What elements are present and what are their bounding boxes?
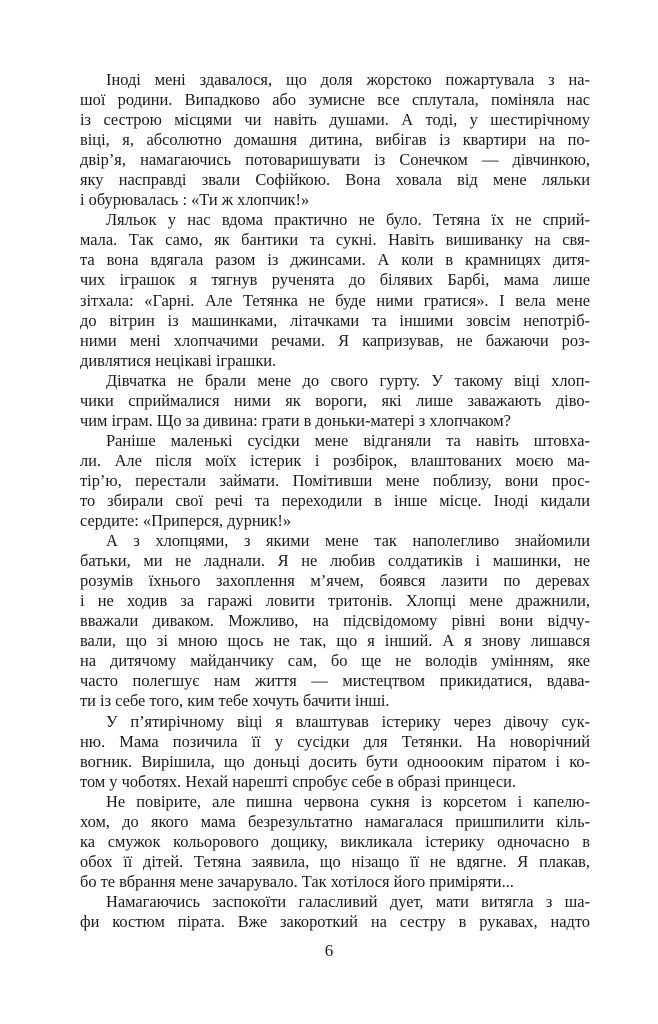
text-line: вали, що зі мною щось не так, що я інший. А я знову лишався [80,631,590,651]
text-line: ли. Але після моїх істерик і розбірок, влаштованих моєю ма- [80,450,590,470]
paragraph [80,792,590,892]
text-line: на дитячому майданчику сам, бо ще не володів умінням, яке [80,651,590,671]
text-line: часто полегшує нам життя — мистецтвом прикидатися, вдава- [80,671,590,691]
paragraph [80,431,590,531]
text-line: тір’ю, перестали займати. Помітивши мене поблизу, вони прос- [80,470,590,490]
text-line: батьки, ми не ладнали. Я не любив солдатиків і машинки, не [80,551,590,571]
text-line: Дівчатка не брали мене до свого гурту. У такому віці хлоп- [106,370,590,390]
text-line: і обурювалась : «Ти ж хлопчик!» [80,190,310,210]
paragraph [80,712,590,792]
text-line: зітхала: «Гарні. Але Тетянка не буде ними гратися». І вела мене [80,290,590,310]
paragraph [80,371,590,431]
text-line: віці, я, абсолютно домашня дитина, вибігав із квартири на по- [80,130,590,150]
text-line: двір’я, намагаючись потоваришувати із Сонечком — дівчинкою, [80,150,590,170]
text-line: дивлятися нецікаві іграшки. [80,350,277,370]
text-line: Раніше маленькі сусідки мене відганяли та навіть штовха- [106,430,590,450]
text-line: ними мені хлопчачими речами. Я капризував, не бажаючи роз- [80,330,590,350]
text-line: та вона вдягала разом із джинсами. А коли в крамницях дитя- [80,250,590,270]
text-line: вважали диваком. Можливо, на підсвідомому рівні вони відчу- [80,611,590,631]
text-line: шої родини. Випадково або зумисне все сплутала, поміняла нас [80,90,590,110]
text-line: хом, до якого мама безрезультатно намагалася пришпилити кіль- [80,811,590,831]
text-line: Намагаючись заспокоїти галасливий дует, мати витягла з ша- [106,891,590,911]
paragraph [80,531,590,711]
text-line: чих іграшок я тягнув рученята до білявих Барбі, мама лише [80,270,590,290]
text-line: ню. Мама позичила її у сусідки для Тетянки. На новорічний [80,731,590,751]
text-line: мала. Так само, як бантики та сукні. Навіть вишиванку на свя- [80,230,590,250]
text-line: Не повірите, але пишна червона сукня із корсетом і капелю- [106,791,590,811]
paragraph [80,892,590,932]
text-line: чики сприймалися ними як вороги, які лише заважають діво- [80,390,590,410]
text-line: Іноді мені здавалося, що доля жорстоко пожартувала з на- [106,70,590,89]
text-line: ка смужок кольорового дощику, викликала істерику одночасно в [80,831,590,851]
text-line: вогник. Вирішила, що доньці досить бути одноооким піратом і ко- [80,751,590,771]
text-line: ти із себе того, ким тебе хочуть бачити інші. [80,691,390,711]
text-line: розумів їхнього захоплення м’ячем, боявся лазити по деревах [80,571,590,591]
text-line: Ляльок у нас вдома практично не було. Тетяна їх не сприй- [106,210,590,230]
text-line: то збирали свої речі та переходили в інше місце. Іноді кидали [80,490,590,510]
text-line: із сестрою місцями чи навіть душами. А тоді, у шестирічному [80,110,590,130]
text-line: чим іграм. Що за дивина: грати в доньки-матері з хлопчаком? [80,410,511,430]
text-line: обох її дітей. Тетяна заявила, що нізащо її не вдягне. Я плакав, [80,851,590,871]
text-line: бо те вбрання мене зачарувало. Так хотілося його приміряти... [80,871,514,891]
text-line: фи костюм пірата. Вже закороткий на сестру в рукавах, надто [80,911,590,931]
paragraph [80,70,590,210]
text-line: і не ходив за гаражі ловити тритонів. Хлопці мене дражнили, [80,591,590,611]
text-line: до вітрин із машинками, літачками та іншими зовсім непотріб- [80,310,590,330]
page-number: 6 [324,941,334,960]
text-line: том у чоботях. Нехай нарешті спробує себе в образі принцеси. [80,771,516,791]
text-line: сердите: «Приперся, дурник!» [80,511,292,531]
text-line: яку насправді звали Софійкою. Вона ховала від мене ляльки [80,170,590,190]
paragraph [80,210,590,370]
text-line: У п’ятирічному віці я влаштував істерику через дівочу сук- [106,711,590,731]
page-body [80,70,590,932]
text-line: А з хлопцями, з якими мене так наполегливо знайомили [106,531,590,551]
